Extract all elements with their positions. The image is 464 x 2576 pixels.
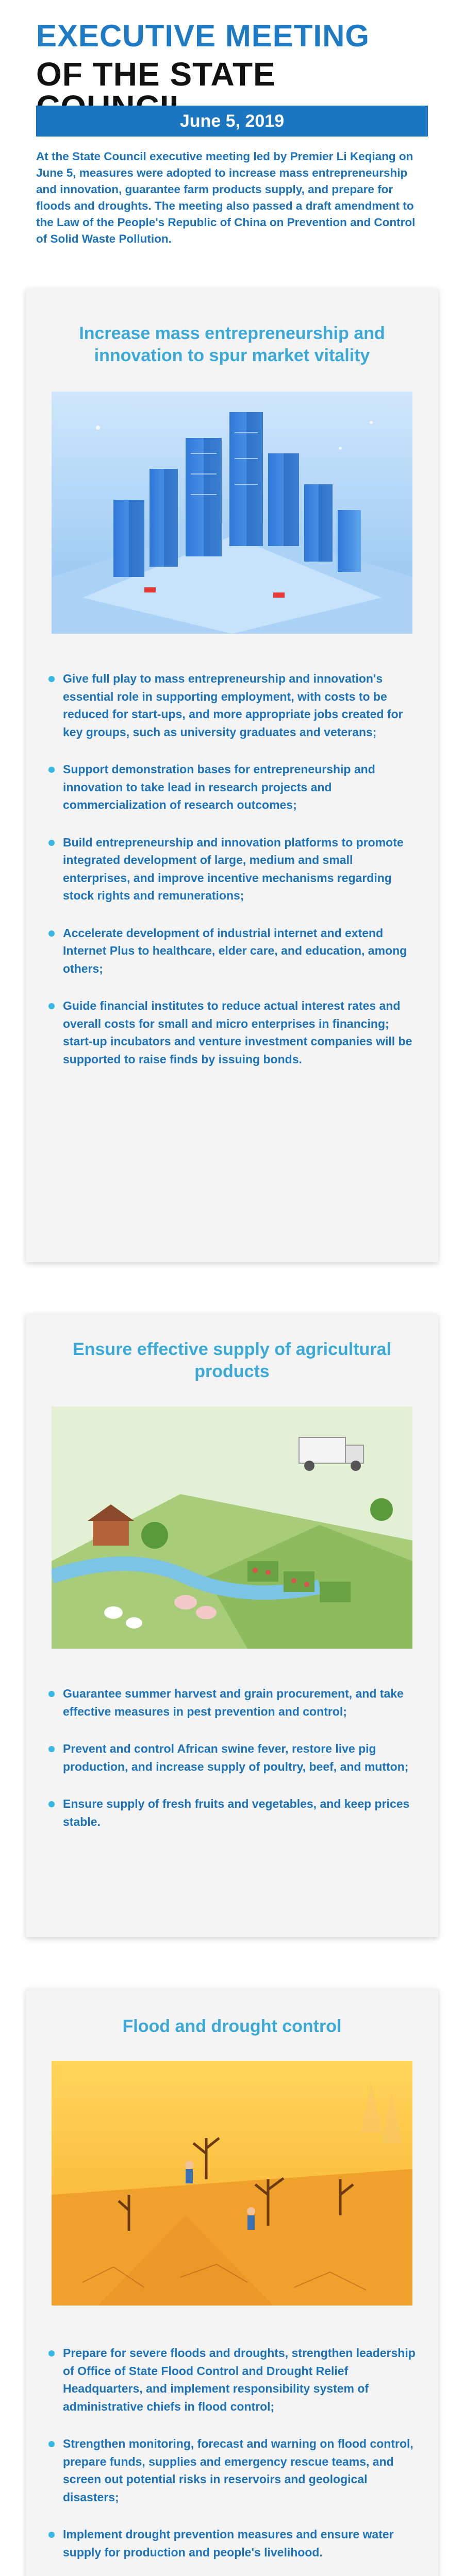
list-item: Implement drought prevention measures and ensure water supply for production and people's livelihood. [46,2526,418,2561]
section-title: Ensure effective supply of agricultural products [73,1340,391,1381]
list-item: Build entrepreneurship and innovation platforms to promote integrated development of large, medium and small enterprises, and improve incentive mechanisms regarding stock rights and remunerations; [46,834,418,905]
bullet-dot-icon [48,930,55,937]
section-title: Increase mass entrepreneurship and innovation to spur market vitality [79,324,385,365]
bullet-dot-icon [48,840,55,846]
date-banner [36,106,428,137]
bullet-dot-icon [48,2350,55,2357]
intro-paragraph: At the State Council executive meeting led by Premier Li Keqiang on June 5, measures were adopted to increase mass entrepreneurship and innovation, guarantee farm products supply, and prepare for floods and droughts. The meeting also passed a draft amendment to the Law of the People's Republic of China on Prevention and Control of Solid Waste Pollution. [36,150,416,245]
section-card-flood-drought [26,1989,438,2576]
bullet-dot-icon [48,1691,55,1697]
bullet-dot-icon [48,1746,55,1752]
list-item: Strengthen monitoring, forecast and warning on flood control, prepare funds, supplies and emergency rescue teams, and screen out potential risks in reservoirs and geological disasters; [46,2435,418,2506]
drought-illustration [52,2061,412,2306]
list-item: Guarantee summer harvest and grain procurement, and take effective measures in pest prevention and control; [46,1685,418,1720]
bullet-dot-icon [48,767,55,773]
bullet-list [46,1685,418,1850]
bullet-dot-icon [48,1003,55,1009]
farm-illustration [52,1406,412,1649]
meeting-date: June 5, 2019 [179,111,285,131]
list-item: Support demonstration bases for entrepreneurship and innovation to take lead in research projects and commercialization of research outcomes; [46,760,418,814]
list-item: Accelerate development of industrial internet and extend Internet Plus to healthcare, elder care, and education, among others; [46,924,418,978]
bullet-dot-icon [48,2532,55,2538]
bullet-dot-icon [48,2441,55,2447]
page-title-line2: OF THE STATE [36,56,276,93]
page-title-line1: EXECUTIVE MEETING [36,19,370,53]
bullet-dot-icon [48,676,55,682]
section-title: Flood and drought control [122,2016,342,2036]
bullet-list [46,2344,418,2576]
city-skyline-illustration [52,392,412,634]
section-card-agriculture [26,1314,438,1937]
list-item: Guide financial institutes to reduce actual interest rates and overall costs for small and micro enterprises in financing; start-up incubators and venture investment companies will be supported to raise finds by issuing bonds. [46,997,418,1068]
list-item: Ensure supply of fresh fruits and vegetables, and keep prices stable. [46,1795,418,1831]
list-item: Prevent and control African swine fever, restore live pig production, and increase supply of poultry, beef, and mutton; [46,1740,418,1775]
bullet-list [46,670,418,1088]
list-item: Prepare for severe floods and droughts, strengthen leadership of Office of State Flood Control and Drought Relief Headquarters, and implement responsibility system of administrative chiefs in flood control; [46,2344,418,2415]
bullet-dot-icon [48,1801,55,1807]
section-card-entrepreneurship [26,289,438,1262]
list-item: Give full play to mass entrepreneurship and innovation's essential role in supporting employment, with costs to be reduced for start-ups, and more appropriate jobs created for key groups, such as university graduates and veterans; [46,670,418,741]
